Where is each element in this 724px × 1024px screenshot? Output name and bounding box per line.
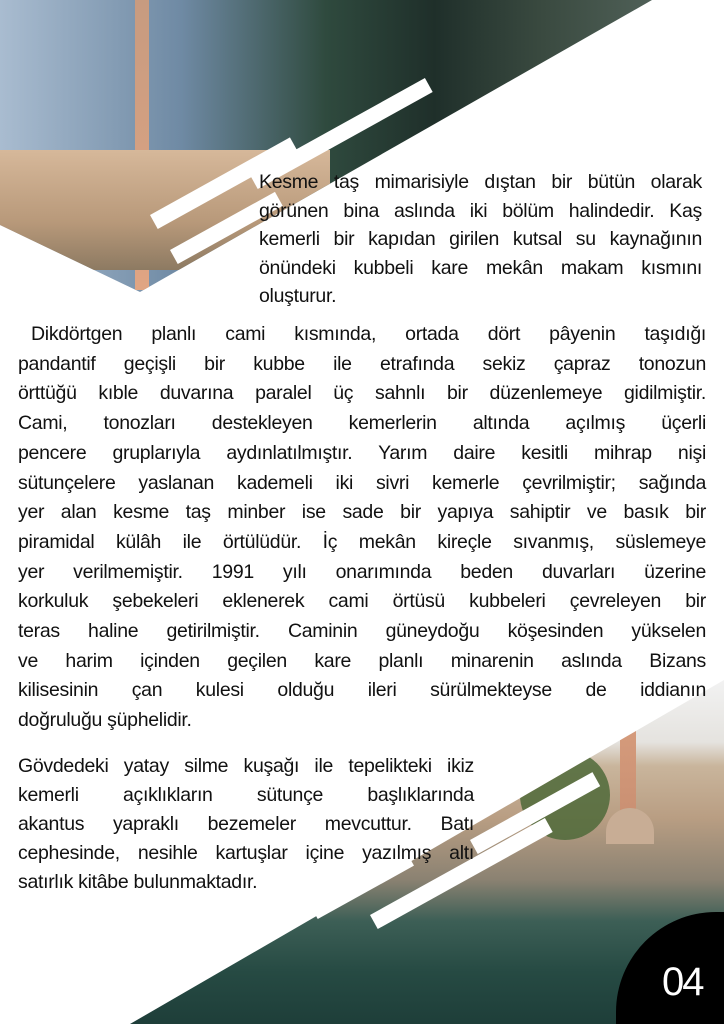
text-line: önündeki kubbeli kare mekân makam kısmını — [259, 256, 702, 279]
text-line: Cami, tonozları destekleyen kemerlerin altında açılmış üçerli — [18, 412, 706, 435]
text-line: sütunçelere yaslanan kademeli iki sivri kemerle çevrilmiştir; sağında — [18, 471, 706, 494]
text-line: yer alan kesme taş minber ise sade bir yapıya sahiptir ve basık bir — [18, 501, 706, 524]
text-line: cephesinde, nesihle kartuşlar içine yazılmış altı — [18, 842, 474, 864]
text-line: satırlık kitâbe bulunmaktadır. — [18, 871, 258, 893]
text-line: ve harim içinden geçilen kare planlı minarenin aslında Bizans — [18, 649, 706, 672]
text-line: yer verilmemiştir. 1991 yılı onarımında beden duvarları üzerine — [18, 560, 706, 583]
text-line: görünen bina aslında iki bölüm halindedir. Kaş — [259, 199, 702, 222]
text-line: piramidal külâh ile örtülüdür. İç mekân kireçle sıvanmış, süslemeye — [18, 530, 706, 553]
text-line: akantus yapraklı bezemeler mevcuttur. Batı — [18, 813, 474, 835]
text-line: pencere gruplarıyla aydınlatılmıştır. Yarım daire kesitli mihrap nişi — [18, 441, 706, 464]
dome — [606, 808, 654, 844]
text-line: oluşturur. — [259, 285, 337, 308]
paragraph-decoration — [18, 752, 474, 897]
text-line: kemerli bir kapıdan girilen kutsal su kaynağının — [259, 228, 702, 251]
page-number: 04 — [662, 960, 703, 1004]
text-line: pandantif geçişli bir kubbe ile etrafında sekiz çapraz tonozun — [18, 352, 706, 375]
text-line: Gövdedeki yatay silme kuşağı ile tepelikteki ikiz — [18, 755, 474, 777]
text-line: örttüğü kıble duvarına paralel üç sahnlı bir düzenlemeye gidilmiştir. — [18, 382, 706, 405]
text-line: Dikdörtgen planlı cami kısmında, ortada dört pâyenin taşıdığı — [31, 323, 706, 345]
paragraph-main — [18, 320, 706, 736]
paragraph-intro — [259, 168, 702, 311]
text-line: kemerli açıklıkların sütunçe başlıklarında — [18, 784, 474, 806]
text-line: korkuluk şebekeleri eklenerek cami örtüsü kubbeleri çevreleyen bir — [18, 590, 706, 613]
text-line: teras haline getirilmiştir. Caminin güneydoğu köşesinden yükselen — [18, 620, 706, 643]
text-line: doğruluğu şüphelidir. — [18, 709, 192, 732]
text-line: Kesme taş mimarisiyle dıştan bir bütün olarak — [259, 171, 702, 193]
text-line: kilisesinin çan kulesi olduğu ileri sürülmekteyse de iddianın — [18, 679, 706, 702]
